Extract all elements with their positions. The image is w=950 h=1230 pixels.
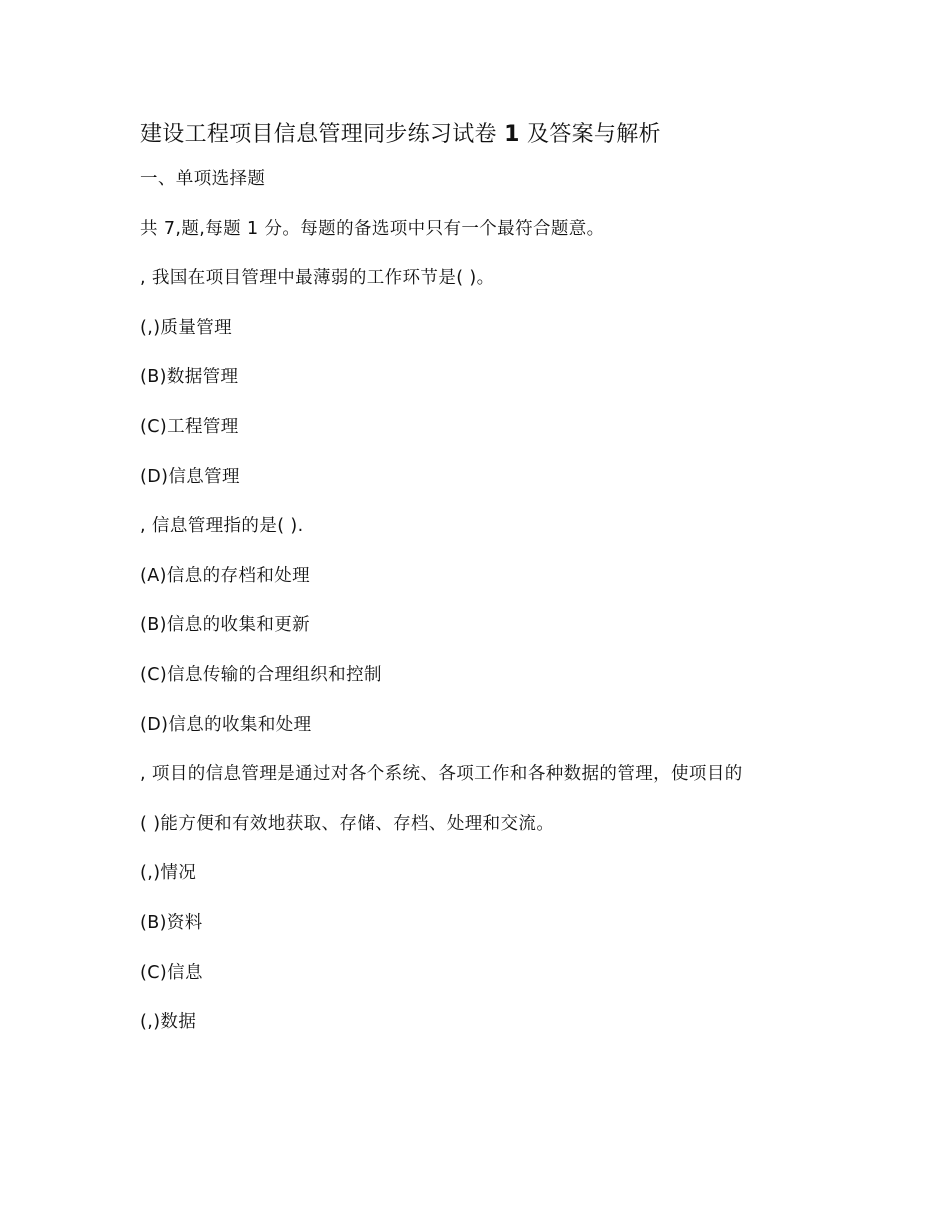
question-3-option-b: (B)资料 bbox=[140, 912, 203, 933]
question-1-stem: , 我国在项目管理中最薄弱的工作环节是( )。 bbox=[140, 268, 495, 289]
question-2-stem: , 信息管理指的是( ). bbox=[140, 516, 304, 537]
question-2-option-a: (A)信息的存档和处理 bbox=[140, 565, 311, 586]
question-3-option-c: (C)信息 bbox=[140, 962, 203, 983]
question-3-option-d: (,)数据 bbox=[140, 1012, 197, 1033]
question-2-option-d: (D)信息的收集和处理 bbox=[140, 714, 312, 735]
document-title bbox=[140, 118, 820, 152]
title-prefix: 建设工程项目信息管理同步练习试卷 bbox=[140, 122, 497, 147]
title-suffix: 及答案与解析 bbox=[527, 122, 661, 147]
question-1-option-d: (D)信息管理 bbox=[140, 466, 240, 487]
title-number: 1 bbox=[504, 122, 520, 147]
question-1-option-c: (C)工程管理 bbox=[140, 416, 239, 437]
document-content bbox=[140, 118, 820, 1060]
question-1-option-a: (,)质量管理 bbox=[140, 317, 233, 338]
question-2-option-b: (B)信息的收集和更新 bbox=[140, 615, 311, 636]
section-heading: 一、单项选择题 bbox=[140, 169, 266, 189]
question-3-stem: , 项目的信息管理是通过对各个系统、各项工作和各种数据的管理，使项目的 bbox=[140, 764, 743, 785]
question-3-stem-continued: ( )能方便和有效地获取、存储、存档、处理和交流。 bbox=[140, 813, 555, 834]
question-2-option-c: (C)信息传输的合理组织和控制 bbox=[140, 664, 382, 685]
question-1-option-b: (B)数据管理 bbox=[140, 367, 239, 388]
question-3-option-a: (,)情况 bbox=[140, 863, 197, 884]
instructions: 共 7,题,每题 1 分。每题的备选项中只有一个最符合题意。 bbox=[140, 218, 605, 239]
